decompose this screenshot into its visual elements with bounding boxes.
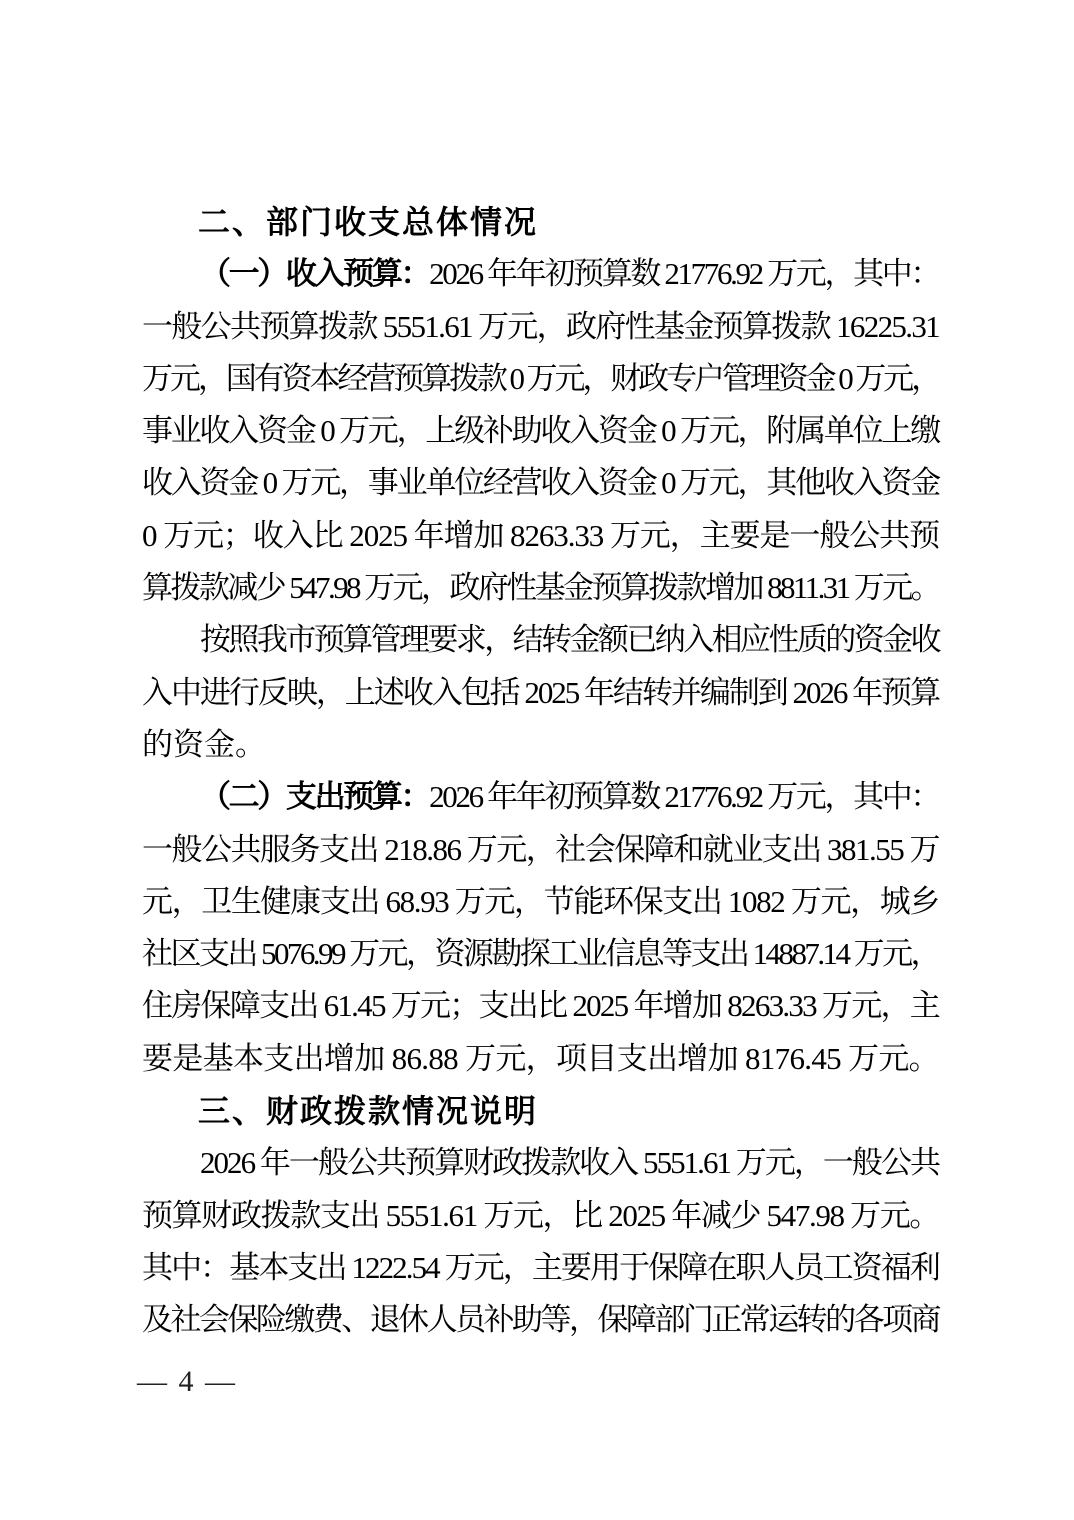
text-line-content: 2026 年一般公共预算财政拨款收入 5551.61 万元，一般公共: [200, 1145, 939, 1181]
text-line-content: 住房保障支出 61.45 万元；支出比 2025 年增加 8263.33 万元，主: [142, 988, 939, 1024]
text-line-content: 一般公共预算拨款 5551.61 万元，政府性基金预算拨款 16225.31: [142, 308, 939, 344]
section-heading-text: 二、部门收支总体情况: [198, 204, 539, 240]
text-line: [142, 876, 939, 928]
text-line-content: 要是基本支出增加 86.88 万元，项目支出增加 8176.45 万元。: [142, 1040, 939, 1076]
text-line: [142, 405, 939, 457]
text-line-content: 预算财政拨款支出 5551.61 万元，比 2025 年减少 547.98 万元。: [142, 1197, 939, 1233]
section-heading-3: [142, 1085, 939, 1137]
text-line-content: 事业收入资金 0 万元，上级补助收入资金 0 万元，附属单位上缴: [142, 413, 939, 449]
text-line-content: 其中：基本支出 1222.54 万元，主要用于保障在职人员工资福利: [142, 1249, 939, 1285]
text-line-content: 社区支出 5076.99 万元，资源勘探工业信息等支出 14887.14 万元，: [142, 936, 939, 972]
text-line: [142, 824, 939, 876]
text-line: [142, 719, 939, 771]
text-line-content: 2026 年年初预算数 21776.92 万元，其中：: [429, 779, 940, 815]
text-line-content: 2026 年年初预算数 21776.92 万元，其中：: [429, 256, 940, 292]
text-line: [142, 353, 939, 405]
paragraph-lead-label: （一）收入预算：: [200, 256, 430, 292]
text-line: [142, 928, 939, 980]
text-line-content: 0 万元；收入比 2025 年增加 8263.33 万元，主要是一般公共预: [142, 517, 939, 553]
document-body: [142, 196, 939, 1347]
text-line: [142, 1294, 939, 1346]
text-line: [142, 1242, 939, 1294]
text-line: [142, 248, 939, 300]
text-line-content: 一般公共服务支出 218.86 万元，社会保障和就业支出 381.55 万: [142, 831, 939, 867]
section-heading-2: [142, 196, 939, 248]
text-line: [142, 510, 939, 562]
paragraph-lead-label: （二）支出预算：: [200, 779, 430, 815]
text-line: [142, 1137, 939, 1189]
text-line: [142, 562, 939, 614]
text-line: [142, 1033, 939, 1085]
text-line-content: 按照我市预算管理要求，结转金额已纳入相应性质的资金收: [200, 622, 939, 658]
text-line: [142, 301, 939, 353]
text-line: [142, 614, 939, 666]
text-line: [142, 667, 939, 719]
text-line-content: 元，卫生健康支出 68.93 万元，节能环保支出 1082 万元，城乡: [142, 883, 939, 919]
text-line: [142, 1190, 939, 1242]
text-line-content: 收入资金 0 万元，事业单位经营收入资金 0 万元，其他收入资金: [142, 465, 939, 501]
text-line-content: 万元，国有资本经营预算拨款 0 万元，财政专户管理资金 0 万元，: [142, 360, 939, 396]
text-line: [142, 771, 939, 823]
text-line: [142, 457, 939, 509]
section-heading-text: 三、财政拨款情况说明: [198, 1093, 539, 1130]
text-line: [142, 980, 939, 1032]
text-line-content: 入中进行反映，上述收入包括 2025 年结转并编制到 2026 年预算: [142, 674, 939, 710]
page-number: — 4 —: [137, 1365, 237, 1398]
text-line-content: 算拨款减少 547.98 万元，政府性基金预算拨款增加 8811.31 万元。: [142, 570, 939, 606]
text-line-content: 及社会保险缴费、退休人员补助等，保障部门正常运转的各项商: [142, 1302, 939, 1338]
page-footer: [137, 1360, 237, 1404]
text-line-content: 的资金。: [142, 726, 266, 762]
